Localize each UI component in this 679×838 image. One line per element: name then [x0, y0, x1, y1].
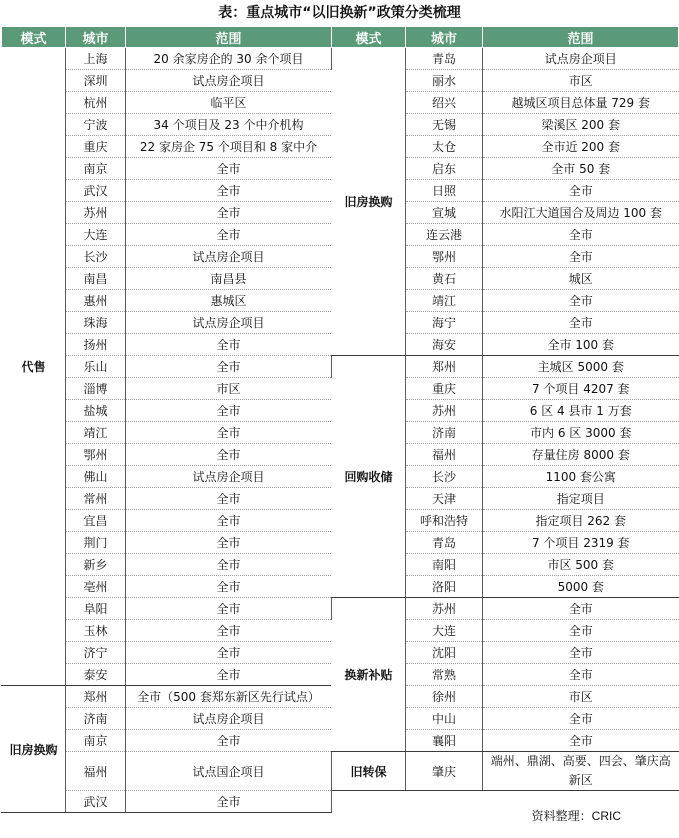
range-cell: 全市: [126, 664, 332, 686]
city-cell: 中山: [406, 708, 483, 730]
range-cell: 南昌县: [126, 268, 332, 290]
range-cell: 市区: [126, 378, 332, 400]
range-cell: 全市: [126, 158, 332, 180]
city-cell: 南阳: [406, 554, 483, 576]
city-cell: 海宁: [406, 312, 483, 334]
city-cell: 靖江: [406, 290, 483, 312]
city-cell: 长沙: [406, 466, 483, 488]
range-cell: 市内 6 区 3000 套: [483, 422, 679, 444]
city-cell: 无锡: [406, 114, 483, 136]
range-cell: 7 个项目 2319 套: [483, 532, 679, 554]
range-cell: 全市（500 套郑东新区先行试点）: [126, 686, 332, 708]
city-cell: 玉林: [66, 620, 126, 642]
city-cell: 杭州: [66, 92, 126, 114]
city-cell: 济南: [406, 422, 483, 444]
city-cell: 苏州: [66, 202, 126, 224]
city-cell: 佛山: [66, 466, 126, 488]
range-cell: 指定项目: [483, 488, 679, 510]
city-cell: 深圳: [66, 70, 126, 92]
city-cell: 南昌: [66, 268, 126, 290]
city-cell: 宜昌: [66, 510, 126, 532]
city-cell: 扬州: [66, 334, 126, 356]
mode-cell: 旧房换购: [332, 48, 406, 356]
city-cell: 徐州: [406, 686, 483, 708]
range-cell: 城区: [483, 268, 679, 290]
header-city-left: 城市: [66, 27, 126, 48]
range-cell: 全市: [483, 224, 679, 246]
city-cell: 福州: [66, 752, 126, 791]
range-cell: 全市: [126, 576, 332, 598]
city-cell: 大连: [406, 620, 483, 642]
table-row: [2, 356, 679, 378]
city-cell: 泰安: [66, 664, 126, 686]
range-cell: 全市: [126, 554, 332, 576]
range-cell: 全市 50 套: [483, 158, 679, 180]
range-cell: 全市: [483, 598, 679, 620]
city-cell: 阜阳: [66, 598, 126, 620]
city-cell: 襄阳: [406, 730, 483, 752]
range-cell: 试点房企项目: [126, 312, 332, 334]
header-range-right: 范围: [483, 27, 679, 48]
table-body: [2, 48, 679, 813]
mode-cell: 代售: [2, 48, 66, 686]
range-cell: 全市: [483, 708, 679, 730]
range-cell: 全市: [126, 791, 332, 813]
city-cell: 靖江: [66, 422, 126, 444]
city-cell: 启东: [406, 158, 483, 180]
range-cell: 市区: [483, 70, 679, 92]
range-cell: 市区: [483, 686, 679, 708]
city-cell: 南京: [66, 158, 126, 180]
city-cell: 青岛: [406, 48, 483, 70]
range-cell: 全市: [126, 422, 332, 444]
table-row: [2, 48, 679, 70]
range-cell: 全市: [126, 642, 332, 664]
range-cell: 全市: [126, 730, 332, 752]
city-cell: 重庆: [406, 378, 483, 400]
city-cell: 重庆: [66, 136, 126, 158]
city-cell: 洛阳: [406, 576, 483, 598]
city-cell: 连云港: [406, 224, 483, 246]
range-cell: 全市: [483, 664, 679, 686]
city-cell: 南京: [66, 730, 126, 752]
range-cell: 全市: [126, 444, 332, 466]
city-cell: 苏州: [406, 598, 483, 620]
range-cell: 市区 500 套: [483, 554, 679, 576]
range-cell: 全市: [483, 180, 679, 202]
city-cell: 鄂州: [406, 246, 483, 268]
range-cell: 全市: [126, 180, 332, 202]
range-cell: 临平区: [126, 92, 332, 114]
range-cell: 试点房企项目: [126, 466, 332, 488]
city-cell: 荆门: [66, 532, 126, 554]
range-cell: 试点国企项目: [126, 752, 332, 791]
city-cell: 丽水: [406, 70, 483, 92]
city-cell: 海安: [406, 334, 483, 356]
city-cell: 常熟: [406, 664, 483, 686]
mode-cell: 回购收储: [332, 356, 406, 598]
range-cell: 全市: [483, 730, 679, 752]
range-cell: 端州、鼎湖、高要、四会、肇庆高新区: [483, 752, 679, 791]
city-cell: 珠海: [66, 312, 126, 334]
range-cell: 全市: [126, 598, 332, 620]
city-cell: 济南: [66, 708, 126, 730]
range-cell: 全市: [483, 290, 679, 312]
city-cell: 盐城: [66, 400, 126, 422]
city-cell: 大连: [66, 224, 126, 246]
city-cell: 福州: [406, 444, 483, 466]
city-cell: 黄石: [406, 268, 483, 290]
city-cell: 绍兴: [406, 92, 483, 114]
range-cell: 存量住房 8000 套: [483, 444, 679, 466]
range-cell: 全市: [483, 642, 679, 664]
city-cell: 淄博: [66, 378, 126, 400]
table-title: 表：重点城市“以旧换新”政策分类梳理: [218, 5, 461, 21]
range-cell: 5000 套: [483, 576, 679, 598]
range-cell: 34 个项目及 23 个中介机构: [126, 114, 332, 136]
range-cell: 试点房企项目: [126, 708, 332, 730]
range-cell: 全市近 200 套: [483, 136, 679, 158]
city-cell: 鄂州: [66, 444, 126, 466]
city-cell: 郑州: [406, 356, 483, 378]
city-cell: 日照: [406, 180, 483, 202]
city-cell: 宣城: [406, 202, 483, 224]
range-cell: 6 区 4 县市 1 万套: [483, 400, 679, 422]
header-city-right: 城市: [406, 27, 483, 48]
range-cell: 梁溪区 200 套: [483, 114, 679, 136]
city-cell: 长沙: [66, 246, 126, 268]
city-cell: 沈阳: [406, 642, 483, 664]
mode-cell: 换新补贴: [332, 598, 406, 752]
range-cell: 全市: [483, 246, 679, 268]
city-cell: 呼和浩特: [406, 510, 483, 532]
range-cell: 全市: [483, 312, 679, 334]
range-cell: 全市: [483, 620, 679, 642]
table-row: [2, 752, 679, 791]
range-cell: 试点房企项目: [483, 48, 679, 70]
city-cell: 武汉: [66, 180, 126, 202]
table-row: [2, 598, 679, 620]
city-cell: 乐山: [66, 356, 126, 378]
mode-cell: 旧房换购: [2, 686, 66, 813]
range-cell: 全市: [126, 510, 332, 532]
range-cell: 惠城区: [126, 290, 332, 312]
range-cell: 试点房企项目: [126, 246, 332, 268]
range-cell: 1100 套公寓: [483, 466, 679, 488]
range-cell: 20 余家房企的 30 余个项目: [126, 48, 332, 70]
range-cell: 水阳江大道国合及周边 100 套: [483, 202, 679, 224]
range-cell: 全市: [126, 532, 332, 554]
city-cell: 太仓: [406, 136, 483, 158]
header-mode-right: 模式: [332, 27, 406, 48]
header-mode-left: 模式: [2, 27, 66, 48]
range-cell: 指定项目 262 套: [483, 510, 679, 532]
range-cell: 7 个项目 4207 套: [483, 378, 679, 400]
city-cell: 武汉: [66, 791, 126, 813]
range-cell: 全市: [126, 202, 332, 224]
range-cell: 全市: [126, 488, 332, 510]
range-cell: 全市: [126, 356, 332, 378]
city-cell: 苏州: [406, 400, 483, 422]
city-cell: 天津: [406, 488, 483, 510]
city-cell: 郑州: [66, 686, 126, 708]
city-cell: 常州: [66, 488, 126, 510]
mode-cell: 旧转保: [332, 752, 406, 791]
city-cell: 宁波: [66, 114, 126, 136]
city-cell: 新乡: [66, 554, 126, 576]
city-cell: 上海: [66, 48, 126, 70]
range-cell: 全市: [126, 400, 332, 422]
range-cell: 全市: [126, 334, 332, 356]
range-cell: 全市: [126, 620, 332, 642]
policy-table: [1, 26, 679, 813]
header-row: [2, 27, 679, 48]
range-cell: 全市: [126, 224, 332, 246]
header-range-left: 范围: [126, 27, 332, 48]
range-cell: 全市 100 套: [483, 334, 679, 356]
range-cell: 越城区项目总体量 729 套: [483, 92, 679, 114]
city-cell: 济宁: [66, 642, 126, 664]
range-cell: 22 家房企 75 个项目和 8 家中介: [126, 136, 332, 158]
range-cell: 试点房企项目: [126, 70, 332, 92]
city-cell: 亳州: [66, 576, 126, 598]
range-cell: 主城区 5000 套: [483, 356, 679, 378]
city-cell: 惠州: [66, 290, 126, 312]
city-cell: 肇庆: [406, 752, 483, 791]
city-cell: 青岛: [406, 532, 483, 554]
source-note: 资料整理：CRIC: [531, 809, 621, 823]
